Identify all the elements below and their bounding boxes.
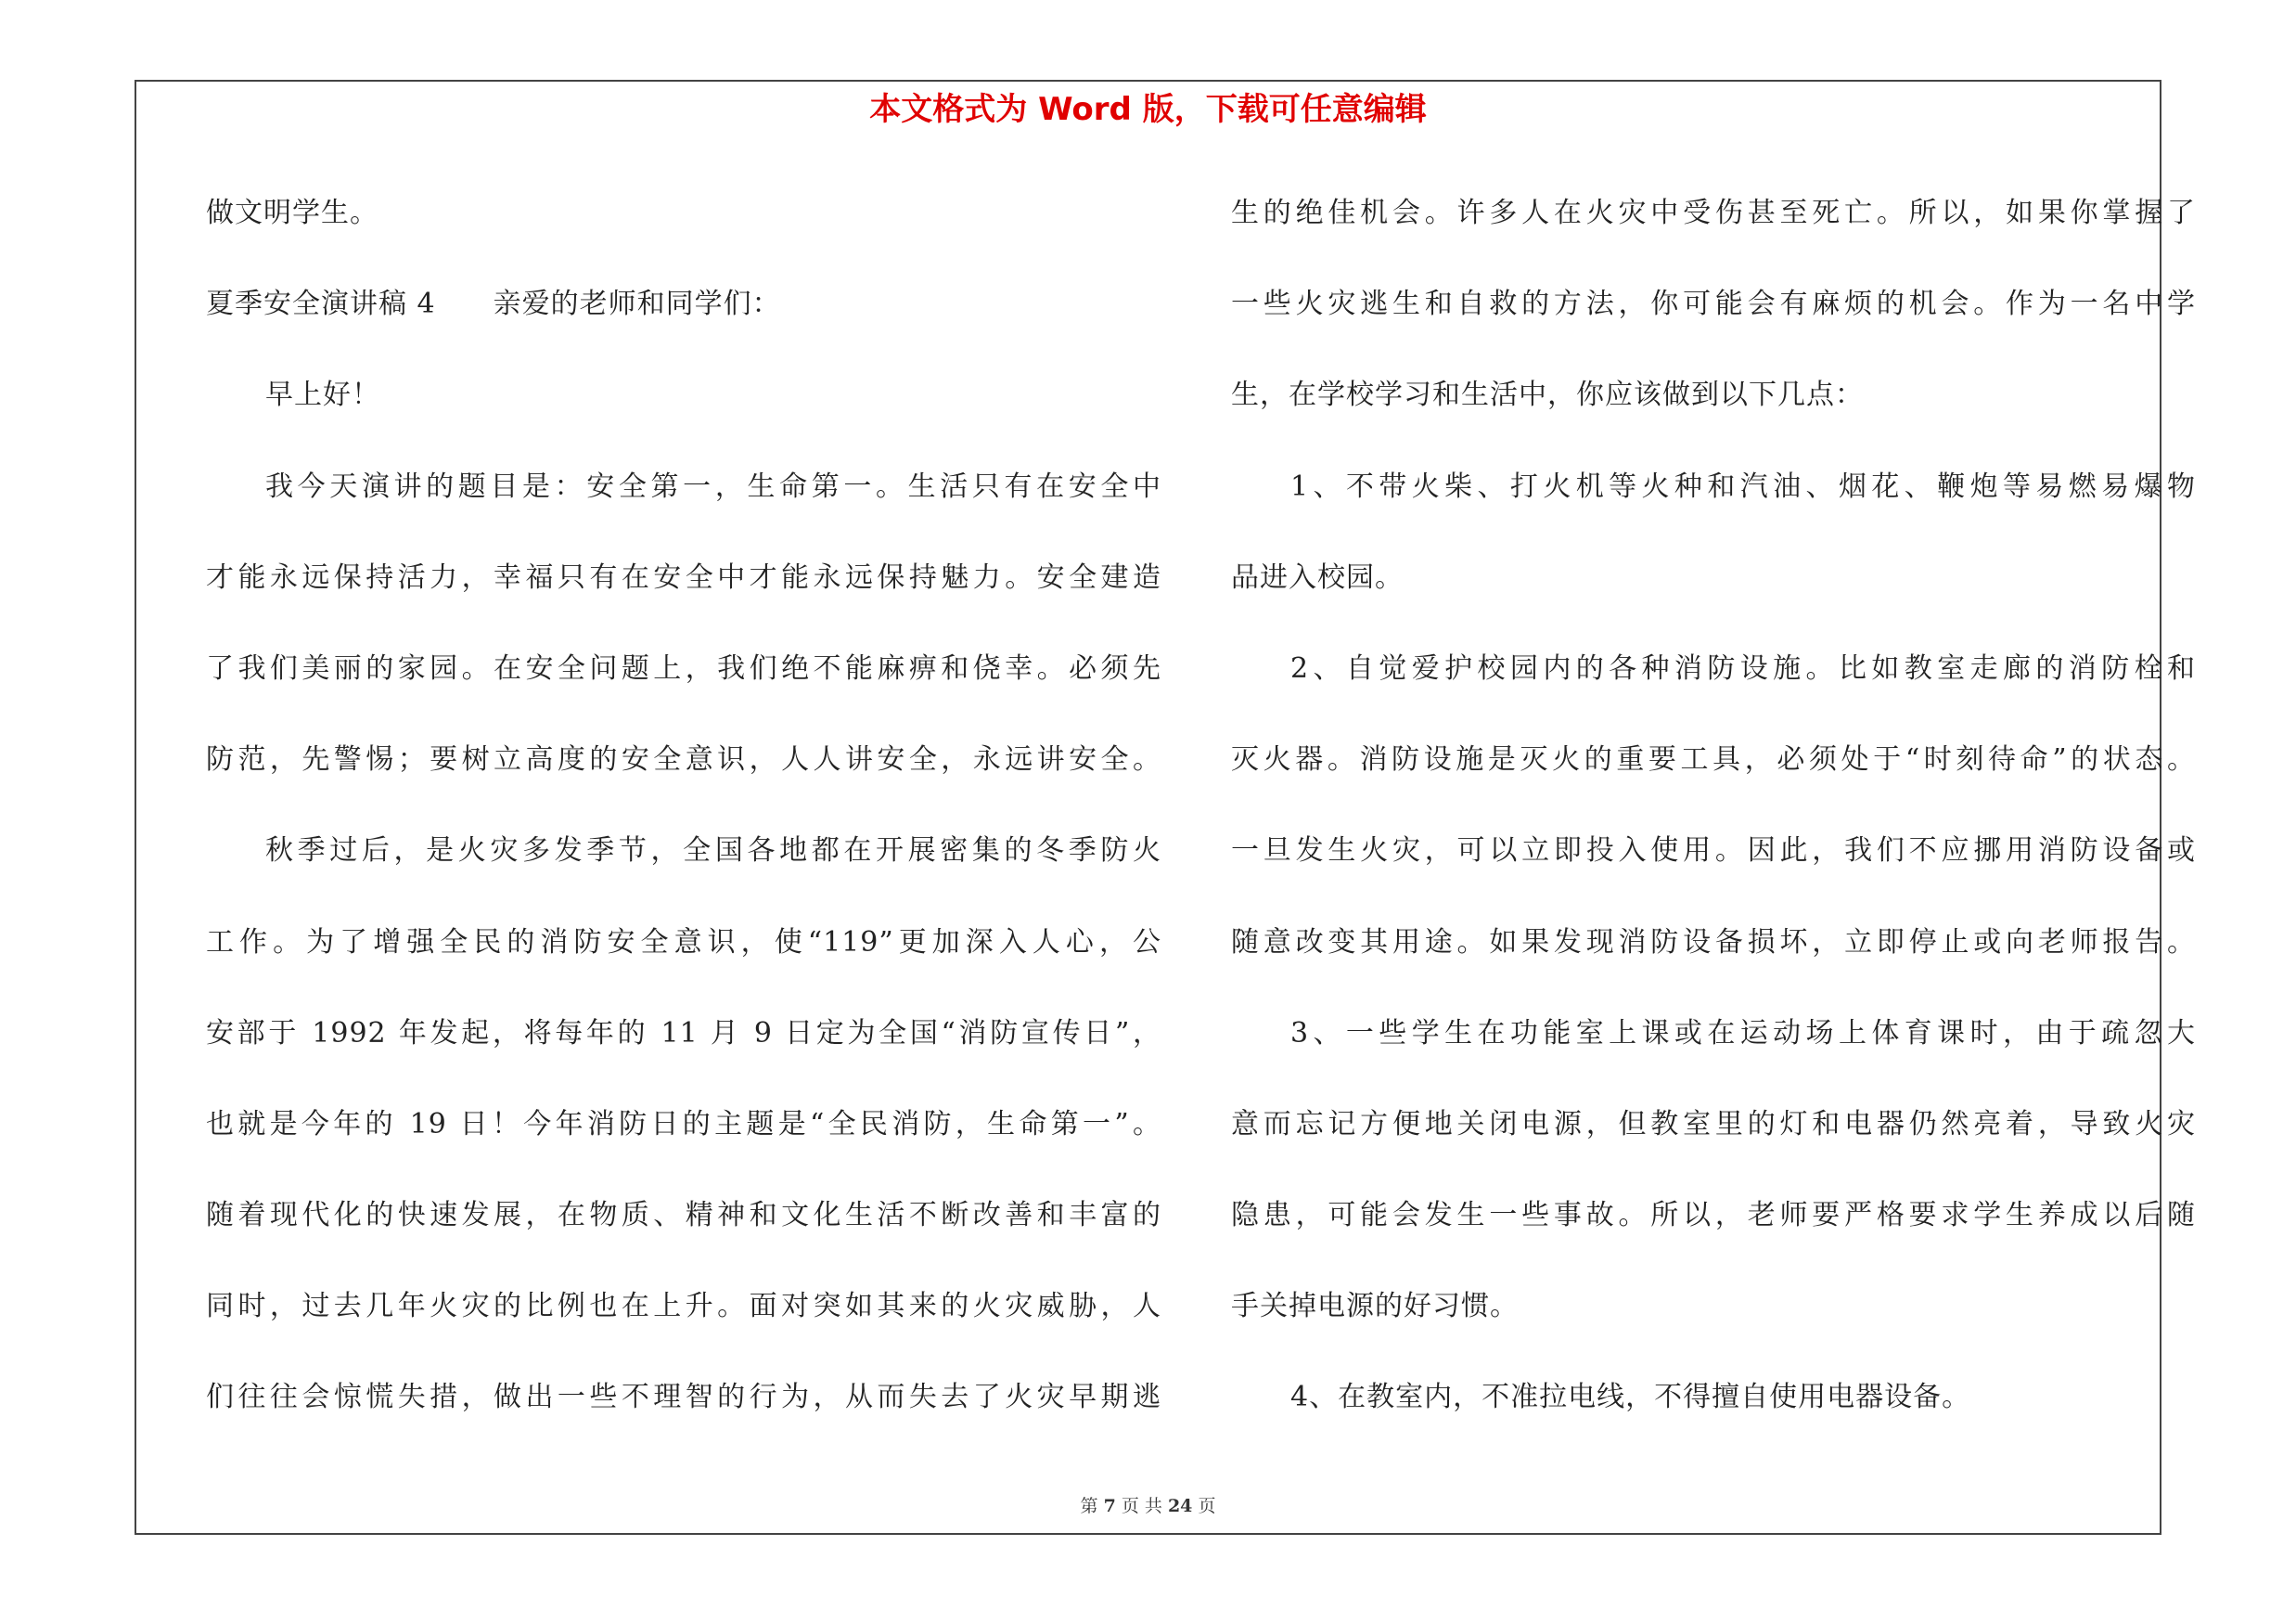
paragraph-line: 防范，先警惕；要树立高度的安全意识，人人讲安全，永远讲安全。 [206, 743, 1161, 777]
list-item-line: 隐患，可能会发生一些事故。所以，老师要严格要求学生养成以后随 [1231, 1199, 2196, 1232]
list-item-line: 品进入校园。 [1231, 560, 1404, 594]
list-item-line: 随意改变其用途。如果发现消防设备损坏，立即停止或向老师报告。 [1231, 925, 2196, 959]
paragraph-line: 秋季过后，是火灾多发季节，全国各地都在开展密集的冬季防火 [265, 834, 1161, 868]
section-heading-line: 夏季安全演讲稿 4 亲爱的老师和同学们： [206, 288, 781, 321]
paragraph-line: 才能永远保持活力，幸福只有在安全中才能永远保持魅力。安全建造 [206, 560, 1161, 594]
paragraph-line: 安部于 1992 年发起，将每年的 11 月 9 日定为全国“消防宣传日”， [206, 1016, 1161, 1050]
list-item-line: 一旦发生火灾，可以立即投入使用。因此，我们不应挪用消防设备或 [1231, 834, 2196, 868]
page-number-footer [0, 1492, 2296, 1517]
list-item-line: 2、自觉爱护校园内的各种消防设施。比如教室走廊的消防栓和 [1290, 651, 2196, 685]
list-item-line: 1、不带火柴、打火机等火种和汽油、烟花、鞭炮等易燃易爆物 [1290, 470, 2196, 503]
paragraph-line: 生的绝佳机会。许多人在火灾中受伤甚至死亡。所以，如果你掌握了 [1231, 197, 2196, 229]
list-item-line: 4、在教室内，不准拉电线，不得擅自使用电器设备。 [1290, 1381, 1971, 1414]
footer-prefix: 第 [1080, 1496, 1098, 1516]
list-item-line: 3、一些学生在功能室上课或在运动场上体育课时，由于疏忽大 [1290, 1016, 2196, 1050]
total-page-count: 24 [1167, 1496, 1193, 1516]
list-item-line: 灭火器。消防设施是灭火的重要工具，必须处于“时刻待命”的状态。 [1231, 743, 2196, 777]
list-item-line: 意而忘记方便地关闭电源，但教室里的灯和电器仍然亮着，导致火灾 [1231, 1107, 2196, 1140]
list-item-line: 手关掉电源的好习惯。 [1231, 1290, 1519, 1323]
paragraph-line: 随着现代化的快速发展，在物质、精神和文化生活不断改善和丰富的 [206, 1199, 1161, 1232]
current-page-number: 7 [1103, 1496, 1116, 1516]
paragraph-line: 同时，过去几年火灾的比例也在上升。面对突如其来的火灾威胁，人 [206, 1290, 1161, 1323]
paragraph-line: 也就是今年的 19 日！今年消防日的主题是“全民消防，生命第一”。 [206, 1107, 1161, 1140]
paragraph-line: 工作。为了增强全民的消防安全意识，使“119”更加深入人心，公 [206, 925, 1161, 959]
right-text-column [1231, 186, 2196, 1462]
paragraph-line: 生，在学校学习和生活中，你应该做到以下几点： [1231, 379, 1864, 412]
word-format-banner: 本文格式为 Word 版，下载可任意编辑 [869, 91, 1427, 128]
paragraph-line: 我今天演讲的题目是：安全第一，生命第一。生活只有在安全中 [265, 470, 1161, 503]
paragraph-line: 做文明学生。 [206, 197, 378, 229]
left-text-column [206, 186, 1161, 1462]
footer-middle: 页 共 [1121, 1496, 1162, 1516]
paragraph-line: 了我们美丽的家园。在安全问题上，我们绝不能麻痹和侥幸。必须先 [206, 651, 1161, 685]
footer-suffix: 页 [1198, 1496, 1216, 1516]
greeting-line: 早上好！ [265, 379, 380, 412]
paragraph-line: 们往往会惊慌失措，做出一些不理智的行为，从而失去了火灾早期逃 [206, 1381, 1161, 1414]
paragraph-line: 一些火灾逃生和自救的方法，你可能会有麻烦的机会。作为一名中学 [1231, 288, 2196, 321]
